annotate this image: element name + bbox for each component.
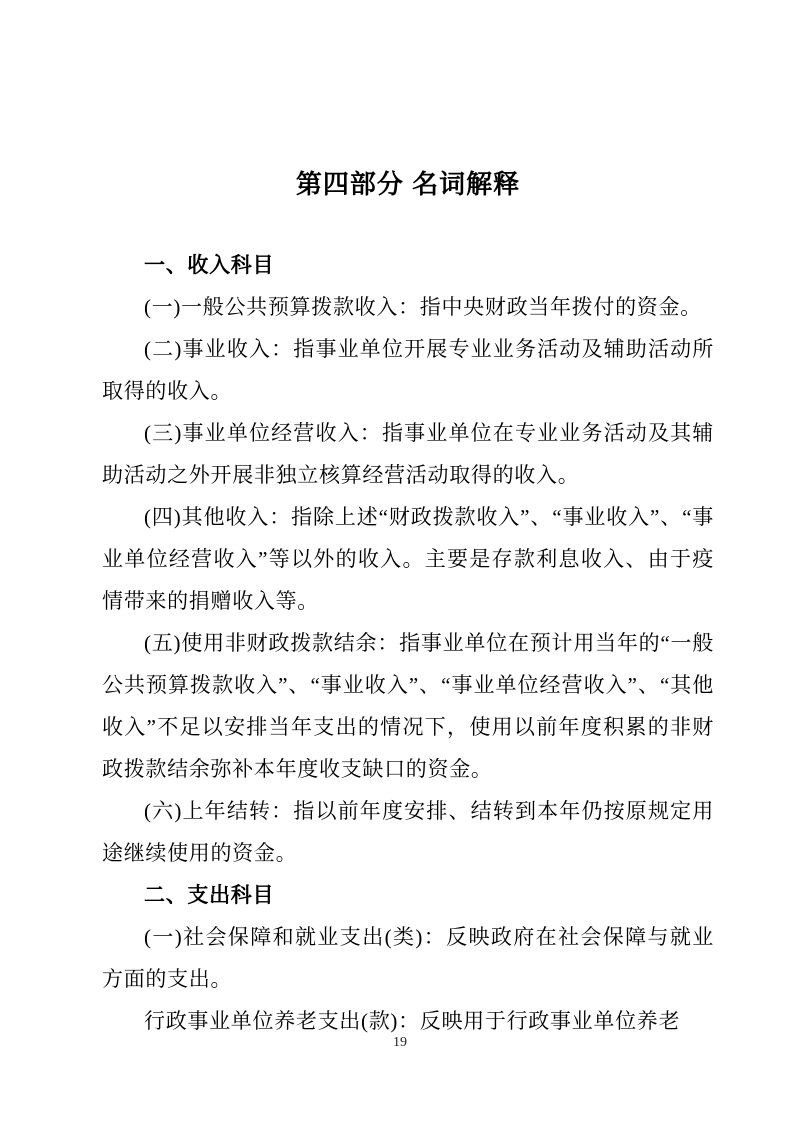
paragraph-income-3: (三)事业单位经营收入：指事业单位在专业业务活动及其辅助活动之外开展非独立核算经营活动取得的收入。 [102,421,714,487]
page-number: 19 [393,1035,407,1050]
paragraph-income-5: (五)使用非财政拨款结余：指事业单位在预计用当年的“一般公共预算拨款收入”、“事业收入”、“事业单位经营收入”、“其他收入”不足以安排当年支出的情况下，使用以前年度积累的非财政拨款结余弥补本年度收支缺口的资金。 [102,631,714,781]
section-heading-income: 一、收入科目 [144,253,275,277]
paragraph-expenditure-1: (一)社会保障和就业支出(类)：反映政府在社会保障与就业方面的支出。 [102,925,714,991]
paragraph-income-2: (二)事业收入：指事业单位开展专业业务活动及辅助活动所取得的收入。 [102,337,714,403]
section-heading-expenditure: 二、支出科目 [144,883,275,907]
paragraph-income-6: (六)上年结转：指以前年度安排、结转到本年仍按原规定用途继续使用的资金。 [102,799,714,865]
document-body [102,244,714,1042]
paragraph-income-4: (四)其他收入：指除上述“财政拨款收入”、“事业收入”、“事业单位经营收入”等以外的收入。主要是存款利息收入、由于疫情带来的捐赠收入等。 [102,505,714,613]
page-title: 第四部分 名词解释 [295,169,521,199]
paragraph-income-1: (一)一般公共预算拨款收入：指中央财政当年拨付的资金。 [144,295,702,319]
paragraph-expenditure-2: 行政事业单位养老支出(款)：反映用于行政事业单位养老 [144,1009,681,1033]
